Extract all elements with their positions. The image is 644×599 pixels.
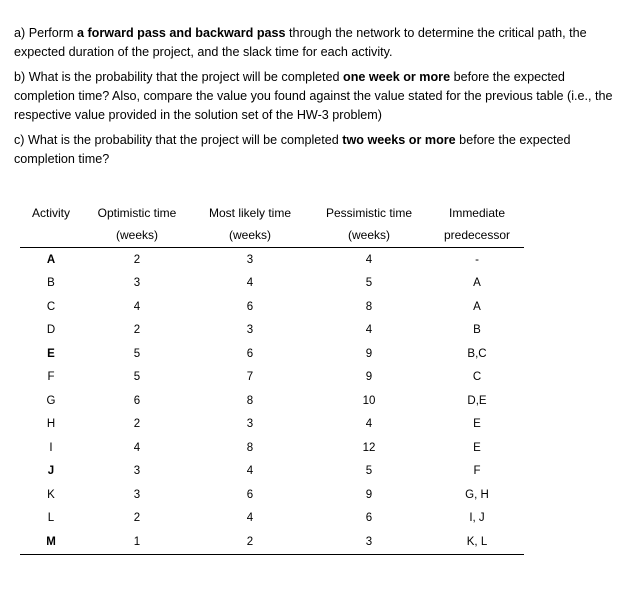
cell-pessimistic: 6 xyxy=(365,512,373,525)
table-header-row xyxy=(20,203,524,225)
cell-predecessor: A xyxy=(473,300,481,313)
question-c-rest: before the expected completion time? xyxy=(14,133,571,166)
cell-most-likely: 6 xyxy=(246,488,254,501)
cell-pessimistic: 4 xyxy=(365,324,373,337)
table-row xyxy=(20,483,524,507)
cell-predecessor: F xyxy=(473,465,481,478)
cell-predecessor: K, L xyxy=(430,530,524,554)
cell-most-likely: 8 xyxy=(246,441,254,454)
cell-pessimistic: 9 xyxy=(365,371,373,384)
cell-activity: J xyxy=(47,465,55,478)
cell-activity: G xyxy=(46,394,56,407)
cell-predecessor: E xyxy=(473,441,481,454)
cell-most-likely: 3 xyxy=(246,324,254,337)
cell-pessimistic: 9 xyxy=(365,488,373,501)
cell-predecessor: I, J xyxy=(469,512,485,525)
table-row xyxy=(20,460,524,484)
cell-optimistic: 2 xyxy=(133,418,141,431)
cell-activity: F xyxy=(47,371,55,384)
cell-pessimistic: 4 xyxy=(365,418,373,431)
cell-most-likely: 2 xyxy=(192,530,308,554)
cell-most-likely: 3 xyxy=(246,253,254,266)
table-row xyxy=(20,436,524,460)
table-row xyxy=(20,295,524,319)
cell-optimistic: 5 xyxy=(133,347,141,360)
subheader-activity xyxy=(20,225,82,248)
cell-activity: A xyxy=(46,253,56,266)
cell-most-likely: 6 xyxy=(246,347,254,360)
cell-optimistic: 3 xyxy=(133,488,141,501)
question-b xyxy=(14,68,626,125)
cell-pessimistic: 5 xyxy=(365,277,373,290)
cell-predecessor: E xyxy=(473,418,481,431)
cell-most-likely: 4 xyxy=(246,512,254,525)
question-c-bold: two weeks or more xyxy=(342,133,456,147)
cell-activity: I xyxy=(49,441,53,454)
header-most-likely: Most likely time xyxy=(208,206,291,220)
cell-activity: D xyxy=(46,324,56,337)
cell-optimistic: 5 xyxy=(133,371,141,384)
question-b-rest: before the expected completion time? Also, compare the value you found against the value stated for the previous table (i.e., the respective value provided in the solution set of the HW-3 problem) xyxy=(14,70,613,122)
header-pessimistic: Pessimistic time xyxy=(325,206,412,220)
cell-pessimistic: 4 xyxy=(365,253,373,266)
cell-optimistic: 4 xyxy=(133,300,141,313)
cell-pessimistic: 5 xyxy=(365,465,373,478)
cell-predecessor: - xyxy=(475,253,479,266)
table-body xyxy=(20,248,524,555)
cell-optimistic: 2 xyxy=(133,512,141,525)
cell-predecessor: D,E xyxy=(467,394,487,407)
cell-pessimistic: 12 xyxy=(362,441,376,454)
cell-most-likely: 4 xyxy=(246,277,254,290)
subheader-pessimistic: (weeks) xyxy=(308,225,430,248)
cell-pessimistic: 10 xyxy=(362,394,376,407)
table-row xyxy=(20,319,524,343)
question-a-bold: a forward pass and backward pass xyxy=(76,26,286,40)
cell-most-likely: 6 xyxy=(246,300,254,313)
cell-optimistic: 4 xyxy=(133,441,141,454)
question-b-bold: one week or more xyxy=(343,70,451,84)
table-subheader-row xyxy=(20,225,524,248)
cell-activity: H xyxy=(46,418,56,431)
subheader-most-likely: (weeks) xyxy=(192,225,308,248)
header-activity: Activity xyxy=(31,206,70,220)
cell-optimistic: 1 xyxy=(82,530,192,554)
cell-activity: K xyxy=(47,488,55,501)
subheader-predecessor: predecessor xyxy=(430,225,524,248)
cell-most-likely: 8 xyxy=(246,394,254,407)
question-a-rest: through the network to determine the critical path, the expected duration of the project, and the slack time for each activity. xyxy=(14,26,587,59)
table-row xyxy=(20,507,524,531)
question-b-text: b) What is the probability that the project will be completed xyxy=(14,70,343,84)
cell-pessimistic: 3 xyxy=(308,530,430,554)
table-row xyxy=(20,366,524,390)
question-c xyxy=(14,131,626,169)
cell-activity: M xyxy=(20,530,82,554)
activity-table-container xyxy=(20,203,524,555)
cell-optimistic: 3 xyxy=(133,277,141,290)
table-row xyxy=(20,342,524,366)
header-optimistic: Optimistic time xyxy=(97,206,177,220)
cell-activity: L xyxy=(47,512,55,525)
cell-optimistic: 2 xyxy=(133,324,141,337)
subheader-optimistic: (weeks) xyxy=(82,225,192,248)
table-row xyxy=(20,389,524,413)
question-c-text: c) What is the probability that the project will be completed xyxy=(14,133,343,147)
cell-pessimistic: 9 xyxy=(365,347,373,360)
cell-predecessor: B xyxy=(473,324,481,337)
question-a xyxy=(14,24,626,62)
questions xyxy=(14,24,626,175)
cell-predecessor: A xyxy=(473,277,481,290)
cell-activity: B xyxy=(47,277,55,290)
cell-activity: C xyxy=(46,300,56,313)
cell-predecessor: G, H xyxy=(465,488,489,501)
cell-most-likely: 7 xyxy=(246,371,254,384)
cell-optimistic: 2 xyxy=(133,253,141,266)
header-immediate: Immediate xyxy=(448,206,506,220)
cell-optimistic: 6 xyxy=(133,394,141,407)
table-row xyxy=(20,272,524,296)
table-row xyxy=(20,530,524,554)
cell-most-likely: 3 xyxy=(246,418,254,431)
cell-pessimistic: 8 xyxy=(365,300,373,313)
cell-most-likely: 4 xyxy=(246,465,254,478)
activity-table xyxy=(20,203,524,555)
cell-optimistic: 3 xyxy=(133,465,141,478)
table-row xyxy=(20,248,524,272)
cell-predecessor: C xyxy=(472,371,482,384)
table-row xyxy=(20,413,524,437)
cell-activity: E xyxy=(47,347,55,360)
cell-predecessor: B,C xyxy=(467,347,487,360)
question-a-text: a) Perform xyxy=(14,26,77,40)
